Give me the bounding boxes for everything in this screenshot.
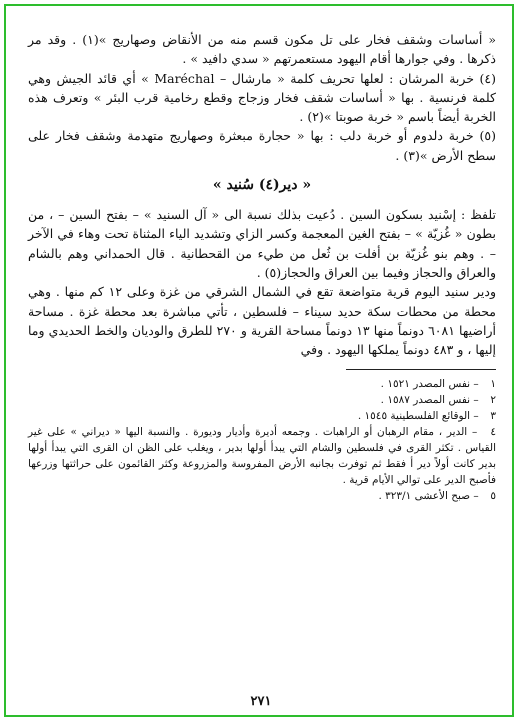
footnote-item: ١ – نفس المصدر ١٥٢١ . [380,378,496,391]
footnote-separator [346,369,496,370]
paragraph-pronunciation: تلفظ : إسْنيد بسكون السين . دُعيت بذلك نسبة الى « آل السنيد » – بفتح السين – ، من بطون « غُزيّة » – بفتح الغين المعجمة وكسر الزاي وتشديد الياء المثناة تحت وهاء في الآخر – . وهم بنو غُزيّة بن أفلت بن ثُعل من طيء من القحطانية . قال الحمداني وهم بالشام والعراق والحجاز وفيما بين العراق والحجاز(٥) . [28,207,496,280]
section-heading: « دير(٤) سُنيد » [212,177,312,194]
paragraph-intro: « أساسات وشقف فخار على تل مكون قسم منه من الأنقاض وصهاريج »(١) . وقد مر ذكرها . وفي جوارها أقام اليهود مستعمرتهم « سدي دافيد » . [28,32,496,67]
footnote-item: ٢ – نفس المصدر ١٥٨٧ . [380,394,496,407]
page-number: ٢٧١ [250,694,272,709]
footnote-item: ٣ – الوقائع الفلسطينية ١٥٤٥ . [357,410,496,423]
footnote-item: ٥ – صبح الأعشى ٣٢٣/١ . [378,490,496,503]
paragraph-khirbat-daldum: (٥) خربة دلدوم أو خربة دلب : بها « حجارة مبعثرة وصهاريج متهدمة وشقف فخار على سطح الأرض »(٣) . [28,128,496,163]
document-page [28,30,496,715]
footnotes-list [28,376,496,504]
paragraph-khirbat-marshan: (٤) خربة المرشان : لعلها تحريف كلمة « مارشال – Maréchal » أي قائد الجيش وهي كلمة فرنسية . بها « أساسات شقف فخار وزجاج وقطع رخامية قرب البئر » وتعرف هذه الخربة أيضاً باسم « خربة صوبتا »(٢) . [28,70,496,125]
footnote-item: ٤ – الدير ، مقام الرهبان أو الراهبات . وجمعه أديرة وأديار وديورة . والنسبة اليها « ديراني » على غير القياس . تكثر القرى في فلسطين والشام التي يبدأ أولها بدير ، ويغلب على الظن ان القرى التي يبدأ أولها بدير كانت أولاً دير أ فقط ثم توفرت بجانبه الأرض المفروسة والمزروعة وكثر القائمون على حراثتها وزرعها فأصبح الدير على توالي الأيام قرية . [28,426,496,487]
paragraph-village-description: ودير سنيد اليوم قرية متواضعة تقع في الشمال الشرقي من غزة وعلى ١٢ كم منها . وهي محطة من محطات سكة حديد سيناء – فلسطين ، تأتي مباشرة بعد محطة غزة . مساحة أراضيها ٦٠٨١ دونماً منها ١٣ دونماً مساحة القرية و ٢٧٠ للطرق والوديان والخط الحديدي وما إليها ، و ٤٨٣ دونماً يملكها اليهود . وفي [28,284,496,358]
